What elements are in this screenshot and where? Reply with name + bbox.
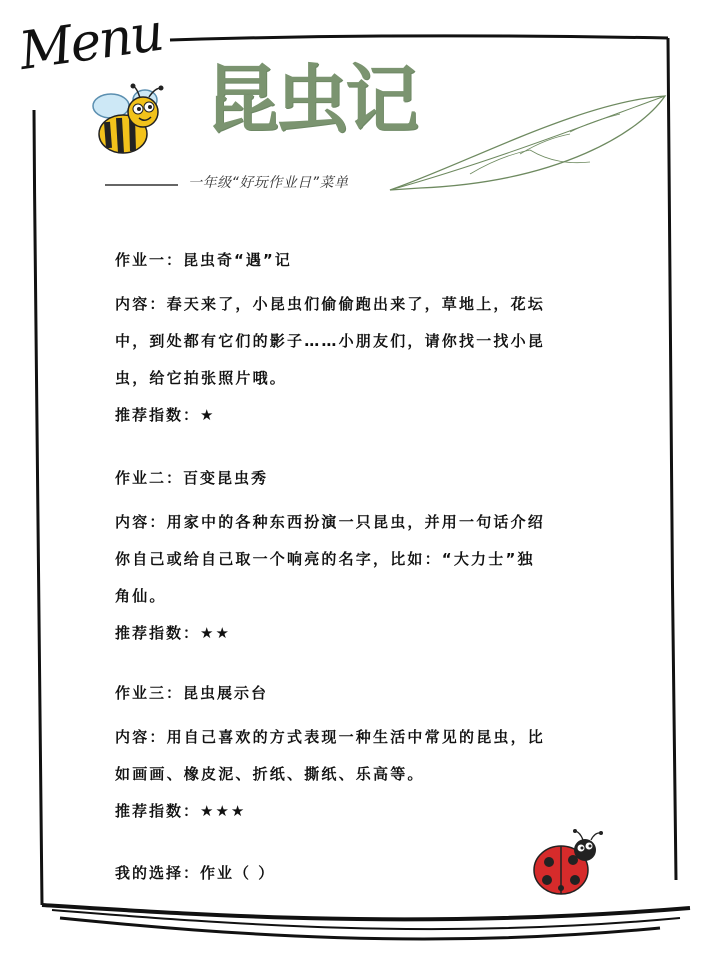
homework-content-line: 角仙。 [115, 587, 167, 605]
homework-content-line: 内容：春天来了，小昆虫们偷偷跑出来了，草地上，花坛 [115, 295, 546, 313]
homework-title: 作业三：昆虫展示台 [115, 684, 269, 702]
homework-section-1 [115, 250, 615, 425]
homework-content-line: 如画画、橡皮泥、折纸、撕纸、乐高等。 [115, 765, 425, 783]
homework-content-line: 内容：用自己喜欢的方式表现一种生活中常见的昆虫，比 [115, 728, 546, 746]
homework-content-line: 中，到处都有它们的影子……小朋友们，请你找一找小昆 [115, 332, 546, 350]
homework-section-3 [115, 683, 615, 821]
homework-rating: 推荐指数：★★ [115, 624, 231, 642]
homework-section-2 [115, 468, 615, 643]
bee-icon [85, 78, 175, 160]
homework-title: 作业二：百变昆虫秀 [115, 469, 269, 487]
ladybug-icon [525, 828, 605, 900]
homework-content-line: 你自己或给自己取一个响亮的名字，比如：“大力士”独 [115, 550, 535, 568]
homework-rating: 推荐指数：★★★ [115, 802, 247, 820]
homework-content-line: 内容：用家中的各种东西扮演一只昆虫，并用一句话介绍 [115, 513, 546, 531]
leaf-icon [380, 92, 670, 192]
page-subtitle: 一年级“好玩作业日”菜单 [188, 175, 349, 191]
menu-script-word: Menu [15, 2, 166, 83]
homework-title: 作业一：昆虫奇“遇”记 [115, 251, 292, 269]
my-choice-line: 我的选择：作业（ ） [115, 864, 276, 882]
homework-content-line: 虫，给它拍张照片哦。 [115, 369, 288, 387]
page-title: 昆虫记 [205, 57, 415, 143]
homework-rating: 推荐指数：★ [115, 406, 216, 424]
